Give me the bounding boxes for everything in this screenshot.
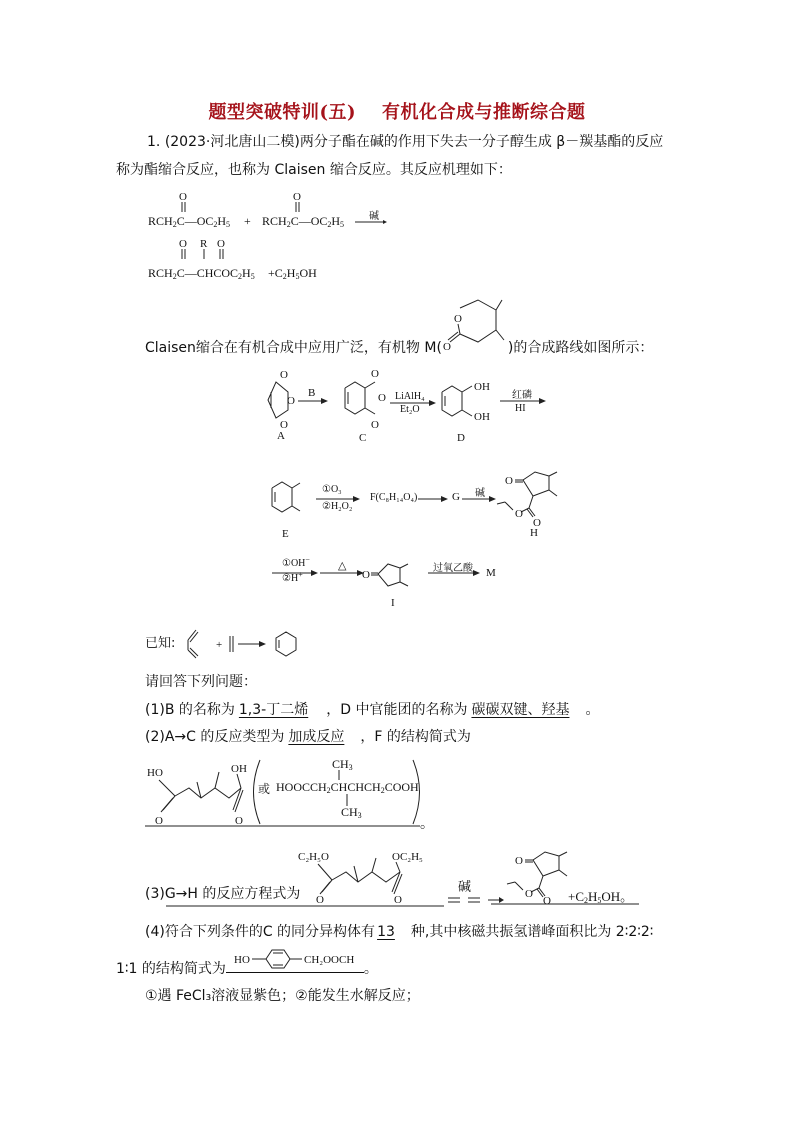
arrow1 xyxy=(298,398,328,406)
arrow4 xyxy=(316,496,360,504)
arrow3-reagent-top: 红磷 xyxy=(512,390,532,401)
question-intro-line2: 称为酯缩合反应，也称为 Claisen 缩合反应。其反应机理如下： xyxy=(116,162,512,178)
arrow9-reagent: 过氧乙酸 xyxy=(433,563,473,574)
svg-text:O: O xyxy=(543,895,551,907)
q2-prefix: (2)A→C 的反应类型为 xyxy=(145,729,285,745)
q3-base-condition: 碱 xyxy=(458,879,472,894)
svg-text:O: O xyxy=(394,894,402,906)
svg-text:HO: HO xyxy=(147,767,163,779)
arrow7 xyxy=(272,570,318,578)
arrow6-reagent: 碱 xyxy=(475,488,485,499)
label-d: D xyxy=(457,432,465,444)
q2-alt-formula: $HOOCCH_2CHCHCH_2COOH$ xyxy=(276,780,419,795)
compound-i-structure xyxy=(362,558,412,598)
compound-m-structure xyxy=(440,298,520,358)
label-h: H xyxy=(530,527,538,539)
svg-text:O: O xyxy=(443,341,451,353)
svg-text:O: O xyxy=(287,395,295,407)
svg-text:OH: OH xyxy=(474,411,490,423)
svg-text:+: + xyxy=(216,639,223,651)
svg-text:O: O xyxy=(235,815,243,827)
title-part1: 题型突破特训(五) xyxy=(208,102,357,123)
svg-text:O: O xyxy=(525,888,533,900)
arrow3-reagent-bottom: HI xyxy=(515,403,526,414)
arrow5 xyxy=(418,496,448,504)
arrow4-reagent-bottom: ②H₂O₂ xyxy=(322,501,353,512)
compound-c-structure xyxy=(335,368,390,438)
compound-h-structure xyxy=(495,462,570,529)
arrow6 xyxy=(462,496,496,504)
label-i: I xyxy=(391,597,395,609)
compound-m: M xyxy=(486,567,496,579)
q2-ch3-bottom: $CH_3$ xyxy=(341,805,362,820)
compound-a-maleic-anhydride xyxy=(262,370,302,430)
q2-answer-reaction-type: 加成反应 xyxy=(288,729,345,745)
compound-f: F(C₈H₁₄O₄) xyxy=(370,492,418,503)
reactant-1-formula: $RCH_2C—OC_2H_5$ xyxy=(148,214,231,229)
svg-text:O: O xyxy=(179,238,187,250)
synthesis-intro-a: Claisen缩合在有机合成中应用广泛，有机物 M( xyxy=(145,340,442,356)
svg-text:O: O xyxy=(155,815,163,827)
svg-text:CH₂OOCH: CH₂OOCH xyxy=(304,954,355,966)
svg-text:O: O xyxy=(378,392,386,404)
question-source: (2023·河北唐山二模) xyxy=(164,134,300,150)
synthesis-intro xyxy=(145,338,653,358)
arrow2 xyxy=(390,400,436,408)
label-e: E xyxy=(282,528,289,540)
question-intro-line1 xyxy=(147,132,663,152)
q1-answer-d-groups: 碳碳双键、羟基 xyxy=(471,702,570,718)
arrow7-reagent-top: ①OH− xyxy=(282,555,310,569)
svg-text:R: R xyxy=(200,238,208,250)
sub-question-1 xyxy=(145,700,599,720)
svg-text:O: O xyxy=(533,517,541,529)
compound-e-structure xyxy=(268,478,308,523)
svg-text:O: O xyxy=(505,475,513,487)
plus-sign: + xyxy=(244,214,251,228)
svg-text:O: O xyxy=(293,191,301,203)
svg-text:O: O xyxy=(515,508,523,520)
q2-suffix: 。 xyxy=(420,816,434,832)
compound-d-structure xyxy=(436,378,506,428)
arrow2-reagent-top: LiAlH₄ xyxy=(395,391,425,402)
q4-conditions: ①遇 FeCl₃溶液显紫色；②能发生水解反应； xyxy=(145,988,420,1004)
known-label: 已知: xyxy=(145,636,176,651)
q2-ch3-bonds xyxy=(337,770,357,810)
svg-text:O: O xyxy=(515,855,523,867)
q4-line2-prefix: 1∶1 的结构简式为 xyxy=(116,961,226,977)
questions-prompt: 请回答下列问题： xyxy=(145,674,257,690)
q1-suffix: 。 xyxy=(585,702,600,718)
q1-prefix: (1)B 的名称为 xyxy=(145,702,235,718)
q3-ethanol-byproduct: $+C_2H_5OH$。 xyxy=(568,889,634,905)
svg-text:OC₂H₅: OC₂H₅ xyxy=(392,851,423,863)
sub-question-4 xyxy=(145,922,653,942)
sub-question-3: (3)G→H 的反应方程式为 xyxy=(145,886,301,902)
intro-text-1: 两分子酯在碱的作用下失去一分子醇生成 β－羰基酯的反应 xyxy=(299,134,664,150)
svg-text:O: O xyxy=(217,238,225,250)
q4-prefix: (4)符合下列条件的C 的同分异构体有 xyxy=(145,924,376,940)
diels-alder-scheme xyxy=(184,628,304,660)
q4-suffix: 。 xyxy=(363,961,378,977)
svg-text:O: O xyxy=(316,894,324,906)
q4-answer-count: 13 xyxy=(377,924,395,940)
svg-text:HO: HO xyxy=(234,954,250,966)
label-a: A xyxy=(277,430,285,442)
q2-or-label: 或 xyxy=(258,782,271,796)
svg-text:O: O xyxy=(371,368,379,380)
title-part2: 有机化合成与推断综合题 xyxy=(382,102,586,123)
svg-text:C₂H₅O: C₂H₅O xyxy=(298,851,329,863)
label-c: C xyxy=(359,432,367,444)
arrow8 xyxy=(320,570,364,578)
q3-compound-g-structure xyxy=(296,848,456,906)
q1-middle: ，D 中官能团的名称为 xyxy=(326,702,468,718)
arrow7-reagent-bottom: ②H+ xyxy=(282,570,303,584)
svg-text:O: O xyxy=(454,313,462,325)
ethanol-byproduct: $+C_2H_5OH$ xyxy=(268,266,317,281)
reaction-arrow xyxy=(355,219,387,227)
question-number: 1. xyxy=(147,134,161,150)
compound-g: G xyxy=(452,491,460,503)
q2-middle: ，F 的结构简式为 xyxy=(360,729,471,745)
arrow8-heat: △ xyxy=(338,560,347,572)
arrow3 xyxy=(500,398,546,406)
q1-answer-b-name: 1,3-丁二烯 xyxy=(238,702,309,718)
reactant-2-formula: $RCH_2C—OC_2H_5$ xyxy=(262,214,345,229)
svg-text:O: O xyxy=(371,419,379,431)
svg-text:OH: OH xyxy=(231,763,247,775)
arrow4-reagent-top: ①O₃ xyxy=(322,484,342,495)
q4-middle: 种,其中核磁共振氢谱峰面积比为 2∶2∶2∶ xyxy=(410,924,654,940)
arrow1-reagent: B xyxy=(308,387,316,399)
svg-text:O: O xyxy=(280,369,288,381)
page-title xyxy=(0,98,794,124)
svg-text:OH: OH xyxy=(474,381,490,393)
base-condition: 碱 xyxy=(369,211,379,222)
arrow9 xyxy=(428,570,480,578)
svg-text:O: O xyxy=(362,569,370,581)
svg-text:O: O xyxy=(280,419,288,431)
synthesis-intro-b: )的合成路线如图所示： xyxy=(507,340,654,356)
q4-answer-structure xyxy=(232,948,372,970)
arrow2-reagent-bottom: Et₂O xyxy=(400,404,420,415)
sub-question-2 xyxy=(145,727,471,747)
product-formula: $RCH_2C—CHCOC_2H_5$ xyxy=(148,266,255,281)
q2-ch3-top: $CH_3$ xyxy=(332,757,353,772)
svg-text:O: O xyxy=(179,191,187,203)
